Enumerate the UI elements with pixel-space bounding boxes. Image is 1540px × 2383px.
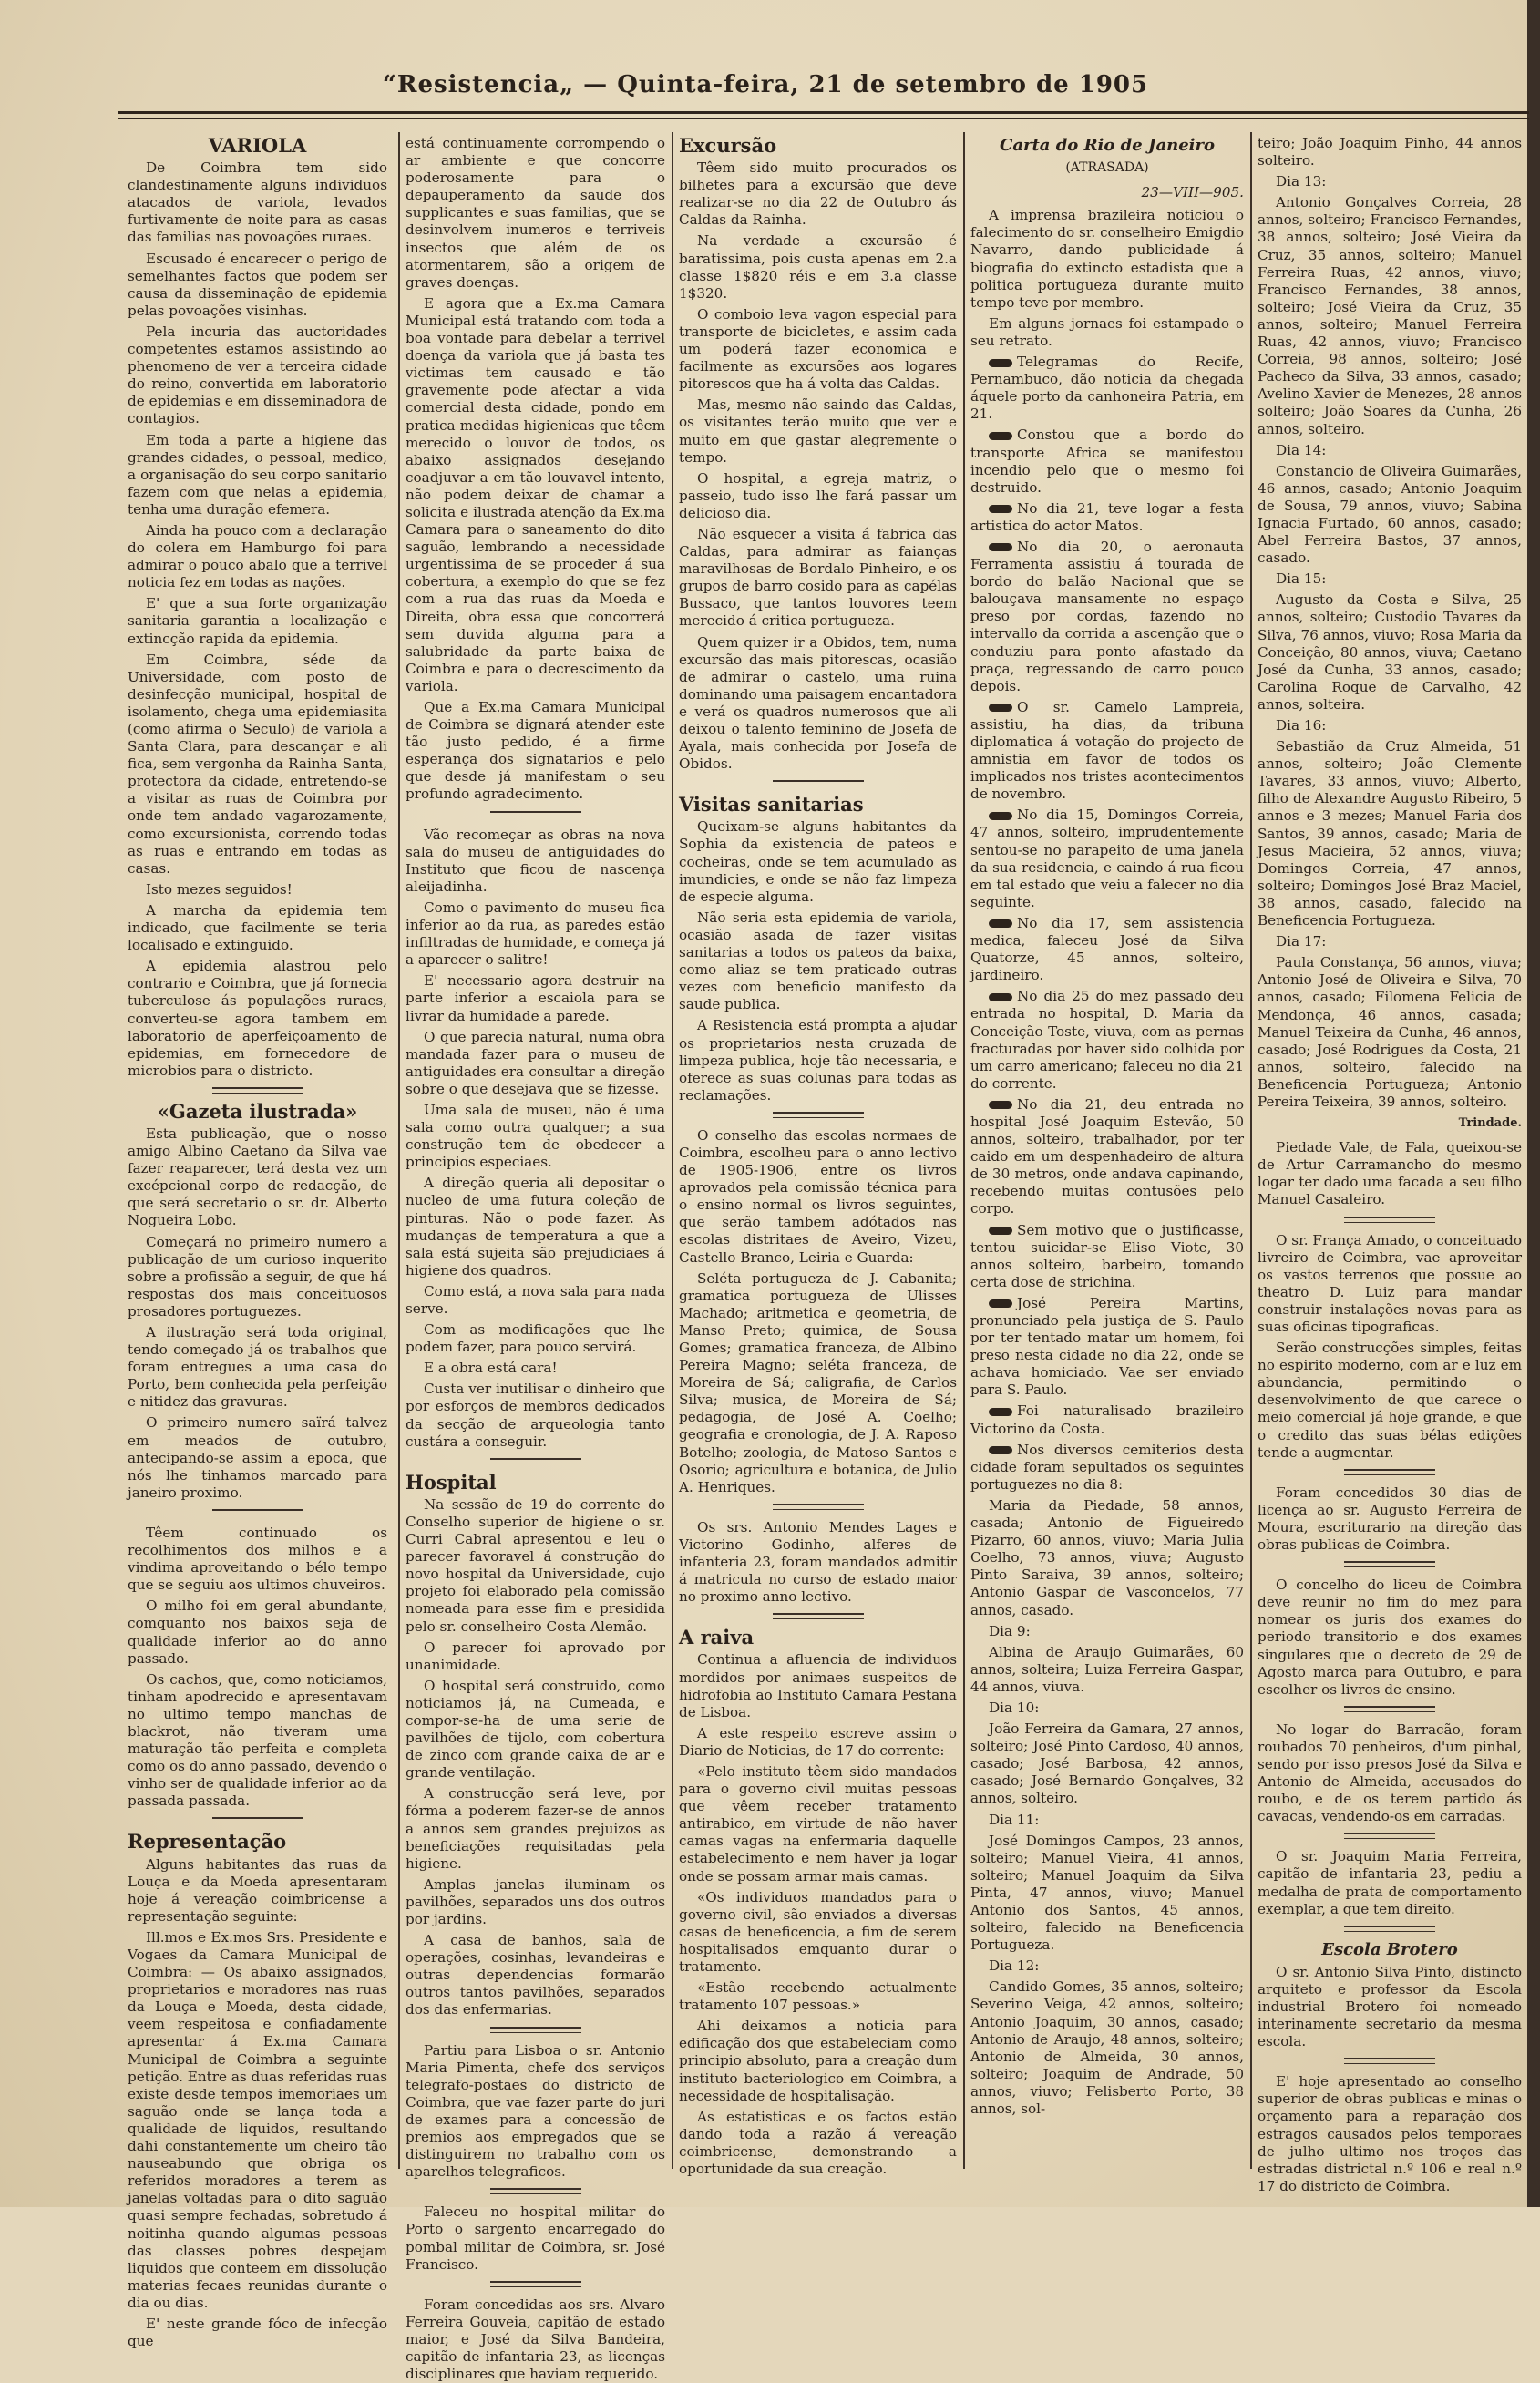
separator — [1344, 1469, 1435, 1475]
separator — [490, 2027, 581, 2033]
note-liceu: O concelho do liceu de Coimbra deve reunir no fim do mez para nomear os juris dos exames do periodo transitorio e dos exames singulares que o decreto de 29 de Agosto marca para Outubro, e para escolher os livros de ensino. — [1258, 1577, 1522, 1698]
bullet-mark — [989, 1446, 1012, 1454]
column-1 — [128, 134, 387, 2350]
column-divider-2 — [672, 132, 673, 2169]
note-licencas: Foram concedidas aos srs. Alvaro Ferreira Gouveia, capitão de estado maior, e José da Silva Bandeira, capitão de infantaria 23, as licenças disciplinares que haviam requerido. — [406, 2296, 665, 2383]
article-title-variola: VARIOLA — [208, 134, 307, 157]
note-franca-amado: O sr. França Amado, o conceituado livreiro de Coimbra, vae aproveitar os vastos terrenos que possue ao theatro D. Luiz para mandar construir instalações novas para as suas oficinas tipograficas. — [1258, 1231, 1522, 1335]
note-barracao: No logar do Barracão, foram roubados 70 penheiros, d'um pinhal, sendo por isso presos José da Silva e Antonio de Almeida, accusados do roubo, e de os terem partido ás cavacas, vendendo-os em carradas. — [1258, 1720, 1522, 1825]
note-licenca: Foram concedidos 30 dias de licença ao sr. Augusto Ferreira de Moura, escriturario na direção das obras publicas de Coimbra. — [1258, 1484, 1522, 1554]
bullet-mark — [989, 432, 1012, 440]
separator — [490, 811, 581, 817]
article-excursao: Têem sido muito procurados os bilhetes para a excursão que deve realizar-se no dia 22 de Outubro ás Caldas da Rainha. Na verdade a excursão é baratissima, pois custa apenas em 2.a classe 1$820 réis e em 3.a classe 1$320. O comboio leva vagon especial para transporte de bicicletes, e assim cada um poderá fazer economica e facilmente as excursões aos logares pitorescos que ha á volta das Caldas. Mas, mesmo não saindo das Caldas, os visitantes terão muito que ver e muito em que gastar alegremente o tempo. O hospital, a egreja matriz, o passeio, tudo isso lhe fará passar um delicioso dia. Não esquecer a visita á fabrica das Caldas, para admirar as faianças maravilhosas de Bordalo Pinheiro, e os grupos de barro cosido para as capélas Bussaco, que tantos louvores teem merecido á critica portugueza. Quem quizer ir a Obidos, tem, numa excursão das mais pitorescas, ocasião de admirar o castelo, uma ruina dominando uma paisagem encantadora e verá os quadros numerosos que ali deixou o talento feminino de Josefa de Ayala, mais conhecida por Josefa de Obidos. — [679, 159, 957, 773]
note-medalha: O sr. Joaquim Maria Ferreira, capitão de infantaria 23, pediu a medalha de prata de comportamento exemplar, a que tem direito. — [1258, 1848, 1522, 1917]
separator — [1344, 1561, 1435, 1567]
note-piedade: Piedade Vale, de Fala, queixou-se de Artur Carramancho do mesmo logar ter dado uma facada a seu filho Manuel Casaleiro. — [1258, 1139, 1522, 1208]
masthead: “Resistencia„ — Quinta-feira, 21 de setembro de 1905 — [382, 71, 1149, 98]
bullet-mark — [989, 1101, 1012, 1109]
bullet-mark — [989, 1299, 1012, 1308]
column-3 — [679, 134, 957, 2178]
separator — [212, 1087, 303, 1094]
separator — [1344, 1217, 1435, 1223]
separator — [773, 780, 864, 786]
column-divider-3 — [963, 132, 965, 2169]
article-title-gazeta: «Gazeta ilustrada» — [157, 1099, 358, 1123]
letter-date: 23—VIII—905. — [1141, 184, 1244, 201]
separator — [490, 2281, 581, 2287]
separator — [773, 1504, 864, 1510]
article-escolas: O conselho das escolas normaes de Coimbra, escolheu para o anno lectivo de 1905-1906, entre os livros aprovados pela comissão técnica para o ensino normal os livros seguintes, que serão tambem adótados nas escolas distritaes de Aveiro, Vizeu, Castello Branco, Leiria e Guarda: Seléta portugueza de J. Cabanita; gramatica portugueza de Ulisses Machado; aritmetica e geometria, de Manso Preto; quimica, de Sousa Gomes; gramatica franceza, de Albino Pereira Magno; seléta franceza, de Moreira de Sá; caligrafia, de Carlos Silva; musica, de Moreira de Sá; pedagogia, de José A. Coelho; geografia e cronologia, de J. A. Raposo Botelho; zoologia, de Matoso Santos e Osorio; agricultura e botanica, de Julio A. Henriques. — [679, 1126, 957, 1495]
masthead-rule-top — [118, 111, 1529, 114]
separator — [212, 1817, 303, 1823]
signature-trindade: Trindade. — [1458, 1116, 1522, 1131]
bullet-mark — [989, 704, 1012, 712]
note-faleceu: Faleceu no hospital militar do Porto o sargento encarregado do pombal militar de Coimbra, sr. José Francisco. — [406, 2203, 665, 2273]
separator — [1344, 2058, 1435, 2064]
bullet-mark — [989, 812, 1012, 820]
bullet-mark — [989, 543, 1012, 551]
article-gazeta: Esta publicação, que o nosso amigo Albino Caetano da Silva vae fazer reaparecer, terá desta vez um excépcional corpo de redacção, de que será secretario o sr. dr. Alberto Nogueira Lobo. Começará no primeiro numero a publicação de um curioso inquerito sobre a profissão a seguir, de que há respostas dos mais conceituosos prosadores portuguezes. A ilustração será toda original, tendo começado já os trabalhos que foram entregues a uma casa do Porto, bem conhecida pela perfeição e nitidez das gravuras. O primeiro numero saïrá talvez em meados de outubro, antecipando-se assim a epoca, que nós lhe tinhamos marcado para janeiro proximo. — [128, 1125, 387, 1501]
bullet-mark — [989, 1408, 1012, 1416]
bullet-mark — [989, 919, 1012, 928]
masthead-rule-bottom — [118, 118, 1529, 119]
separator — [212, 1509, 303, 1515]
separator — [490, 1458, 581, 1464]
separator — [773, 1112, 864, 1118]
note-pimenta: Partiu para Lisboa o sr. Antonio Maria Pimenta, chefe dos serviços telegrafo-postaes do districto de Coimbra, que vae fazer parte do juri de exames para a concessão de premios aos empregados que se distinguirem no trabalho com os aparelhos telegraficos. — [406, 2041, 665, 2181]
separator — [1344, 1833, 1435, 1839]
article-title-brotero: Escola Brotero — [1321, 1939, 1458, 1959]
subtitle-atrasada: (ATRASADA) — [1065, 160, 1149, 176]
article-variola: De Coimbra tem sido clandestinamente alguns individuos atacados de variola, levados furtivamente de noite para as casas das familias nas povoações ruraes. Escusado é encarecer o perigo de semelhantes factos que podem ser causa da disseminação de epidemia pelas povoações visinhas. Pela incuria das auctoridades competentes estamos assistindo ao phenomeno de ver a terceira cidade do reino, convertida em laboratorio de epidemias e em disseminadora de contagios. Em toda a parte a higiene das grandes cidades, o pessoal, medico, a organisação do seu corpo sanitario fazem com que nelas a epidemia, tenha uma duração efemera. Ainda ha pouco com a declaração do colera em Hamburgo foi para admirar o pouco abalo que a terrivel noticia fez em todas as nações. E' que a sua forte organização sanitaria garantia a localização e extincção rapida da epidemia. Em Coimbra, séde da Universidade, com posto de desinfecção municipal, hospital de isolamento, chega uma epidemiasita (como afirma o Seculo) de variola a Santa Clara, para descançar e ali fica, sem vergonha da Rainha Santa, protectora da cidade, entretendo-se a visitar as ruas de Coimbra por onde tem andado vagarozamente, como excursionista, correndo todas as ruas e entrando em todas as casas. Isto mezes seguidos! A marcha da epidemia tem indicado, que facilmente se teria localisado e extinguido. A epidemia alastrou pelo contrario e Coimbra, que já fornecia tuberculose ás populações ruraes, converteu-se agora tambem em laboratorio de aperfeiçoamento de epidemias, em fornecedore de microbios para o districto. — [128, 159, 387, 1079]
article-title-hospital: Hospital — [406, 1470, 497, 1494]
column-5: teiro; João Joaquim Pinho, 44 annos solteiro. Dia 13: Antonio Gonçalves Correia, 28 annos, solteiro; Francisco Fernandes, 38 annos, solteiro; José Vieira da Cruz, 35 annos, solteiro; Manuel Ferreira Ruas, 42 annos, viuvo; Francisco Fernandes, 38 annos, solteiro; José Vieira da Cruz, 35 annos, solteiro; Manuel Ferreira Ruas, 42 annos, viuvo; Francisco Correia, 98 annos, solteiro; José Pacheco da Silva, 33 annos, casado; Avelino Xavier de Menezes, 28 annos solteiro; João Soares da Cunha, 26 annos, solteiro. Dia 14: Constancio de Oliveira Guimarães, 46 annos, casado; Antonio Joaquim de Sousa, 79 annos, viuvo; Sabina Ignacia Furtado, 60 annos, casado; Abel Ferreira Bastos, 37 annos, casado. Dia 15: Augusto da Costa e Silva, 25 annos, solteiro; Custodio Tavares da Silva, 76 annos, viuvo; Rosa Maria da Conceição, 80 annos, viuva; Caetano José da Cunha, 33 annos, casado; Carolina Roque de Carvalho, 42 annos, solteira. Dia 16: Sebastião da Cruz Almeida, 51 annos, solteiro; João Clemente Tavares, 33 annos, viuvo; Alberto, filho de Alexandre Augusto Ribeiro, 5 annos e 3 mezes; Manuel Faria dos Santos, 39 annos, casado; Maria de Jesus Macieira, 52 annos, viuva; Domingos Correia, 47 annos, solteiro; Domingos José Braz Maciel, 38 annos, casado, falecido na Beneficencia Portugueza. Dia 17: Paula Constança, 56 annos, viuva; Antonio José de Oliveira e Silva, 70 annos, casado; Filomena Felicia de Mendonça, 46 annos, casada; Manuel Teixeira da Cunha, 46 annos, casado; José Rodrigues da Costa, 21 annos, solteiro, falecido na Beneficencia Portugueza; Antonio Pereira Teixeira, 39 annos, solteiro. Trindade. Piedade Vale, de Fala, queixou-se de Artur Carramancho do mesmo logar ter dado uma facada a seu filho Manuel Casaleiro. O sr. França Amado, o conceituado livreiro de Coimbra, vae aproveitar os vastos terrenos que possue ao theatro D. Luiz para mandar construir instalações novas para as suas oficinas tipograficas. Serão construcções simples, feitas no espirito moderno, com ar e luz em abundancia, permitindo o desenvolvimento de que carece o meio comercial já hoje grande, e que o credito das suas bélas edições tende a augmentar. Foram concedidos 30 dias de licença ao sr. Augusto Ferreira de Moura, escriturario na direção das obras publicas de Coimbra. O concelho do liceu de Coimbra deve reunir no fim do mez para nomear os juris dos exames do periodo transitorio e dos exames singulares que o decreto de 29 de Agosto marca para Outubro, e para escolher os livros de ensino. No logar do Barracão, foram roubados 70 penheiros, d'um pinhal, sendo por isso presos José da Silva e Antonio de Almeida, accusados do roubo, e de os terem partido ás cavacas, vendendo-os em carradas. O sr. Joaquim Maria Ferreira, capitão de infantaria 23, pediu a medalha de prata de comportamento exemplar, a que tem direito. Escola Brotero O sr. Antonio Silva Pinto, distincto arquiteto e professor da Escola industrial Brotero foi nomeado interinamente secretario da mesma escola. E' hoje apresentado ao conselho superior de obras publicas e minas o orçamento para a reparação dos estragos causados pelos temporaes de julho ultimo nos troços das estradas districtal n.º 106 e real n.º 17 do districto de Coimbra. — [1258, 135, 1522, 2194]
bullet-mark — [989, 1227, 1012, 1235]
separator — [490, 2188, 581, 2194]
separator — [773, 1613, 864, 1619]
bullet-mark — [989, 993, 1012, 1001]
article-title-raiva: A raiva — [679, 1626, 755, 1649]
column-divider-4 — [1250, 132, 1252, 2169]
article-carta-rio-continued: teiro; João Joaquim Pinho, 44 annos solteiro. Dia 13: Antonio Gonçalves Correia, 28 annos, solteiro; Francisco Fernandes, 38 annos, solteiro; José Vieira da Cruz, 35 annos, solteiro; Manuel Ferreira Ruas, 42 annos, viuvo; Francisco Fernandes, 38 annos, solteiro; José Vieira da Cruz, 35 annos, solteiro; Manuel Ferreira Ruas, 42 annos, viuvo; Francisco Correia, 98 annos, solteiro; José Pacheco da Silva, 33 annos, casado; Avelino Xavier de Menezes, 28 annos solteiro; João Soares da Cunha, 26 annos, solteiro. Dia 14: Constancio de Oliveira Guimarães, 46 annos, casado; Antonio Joaquim de Sousa, 79 annos, viuvo; Sabina Ignacia Furtado, 60 annos, casado; Abel Ferreira Bastos, 37 annos, casado. Dia 15: Augusto da Costa e Silva, 25 annos, solteiro; Custodio Tavares da Silva, 76 annos, viuvo; Rosa Maria da Conceição, 80 annos, viuva; Caetano José da Cunha, 33 annos, casado; Carolina Roque de Carvalho, 42 annos, solteira. Dia 16: Sebastião da Cruz Almeida, 51 annos, solteiro; João Clemente Tavares, 33 annos, viuvo; Alberto, filho de Alexandre Augusto Ribeiro, 5 annos e 3 mezes; Manuel Faria dos Santos, 39 annos, casado; Maria de Jesus Macieira, 52 annos, viuva; Domingos Correia, 47 annos, solteiro; Domingos José Braz Maciel, 38 annos, casado, falecido na Beneficencia Portugueza. Dia 17: Paula Constança, 56 annos, viuva; Antonio José de Oliveira e Silva, 70 annos, casado; Filomena Felicia de Mendonça, 46 annos, casada; Manuel Teixeira da Cunha, 46 annos, casado; José Rodrigues da Costa, 21 annos, solteiro, falecido na Beneficencia Portugueza; Antonio Pereira Teixeira, 39 annos, solteiro. — [1258, 135, 1522, 1110]
dark-page-edge — [1527, 0, 1540, 2207]
note-construccoes: Serão construcções simples, feitas no espirito moderno, com ar e luz em abundancia, permitindo o desenvolvimento de que carece o meio comercial já hoje grande, e que o credito das suas bélas edições tende a augmentar. — [1258, 1340, 1522, 1461]
bullet-mark — [989, 359, 1012, 367]
article-raiva: Continua a afluencia de individuos mordidos por animaes suspeitos de hidrofobia ao Instituto Camara Pestana de Lisboa. A este respeito escreve assim o Diario de Noticias, de 17 do corrente: «Pelo instituto têem sido mandados para o governo civil muitas pessoas que vêem receber tratamento antirabico, em virtude de não haver camas vagas na enfermaria daquelle estabelecimento e nem haver ja logar onde se possam armar mais camas. «Os individuos mandados para o governo civil, são enviados a diversas casas de beneficencia, a fim de serem hospitalisados emquanto durar o tratamento. «Estão recebendo actualmente tratamento 107 pessoas.» Ahi deixamos a noticia para edificação dos que estabeleciam como principio absoluto, para a creação dum instituto bacteriologico em Coimbra, a necessidade de hospitalisação. As estatisticas e os factos estão dando toda a razão á vereação coimbricense, demonstrando a oportunidade da sua creação. — [679, 1651, 957, 2178]
article-title-representacao: Representação — [128, 1830, 287, 1854]
separator — [1344, 1706, 1435, 1712]
article-carta-rio: A imprensa brazileira noticiou o falecimento do sr. conselheiro Emigdio Navarro, dando publicidade á biografia do extincto estadista que a politica portugueza durante muito tempo teve por membro. Em alguns jornaes foi estampado o seu retrato. Telegramas do Recife, Pernambuco, dão noticia da chegada áquele porto da canhoneira Patria, em 21. Constou que a bordo do transporte Africa se manifestou incendio pelo que o mesmo foi destruido. No dia 21, teve logar a festa artistica do actor Matos. No dia 20, o aeronauta Ferramenta assistiu á tourada de bordo do balão Nacional que se balouçava mansamente no espaço preso por cordas, fazendo no intervallo da corrida a ascenção que o conduziu para ponto afastado da praça, regressando de carro pouco depois. O sr. Camelo Lampreia, assistiu, ha dias, da tribuna diplomatica á votação do projecto de amnistia em favor de todos os implicados nos tristes acontecimentos de novembro. No dia 15, Domingos Correia, 47 annos, solteiro, imprudentemente sentou-se no parapeito de uma janela da sua residencia, e caindo á rua ficou em tal estado que veiu a falecer no dia seguinte. No dia 17, sem assistencia medica, faleceu José da Silva Quatorze, 45 annos, solteiro, jardineiro. No dia 25 do mez passado deu entrada no hospital, D. Maria da Conceição Toste, viuva, com as pernas fracturadas por haver sido colhida por um carro americano; faleceu no dia 21 do corrente. No dia 21, deu entrada no hospital José Joaquim Estevão, 50 annos, solteiro, trabalhador, por ter caido em um despenhadeiro de altura de 30 metros, onde andava capinando, recebendo muitas contusões pelo corpo. Sem motivo que o justificasse, tentou suicidar-se Eliso Viote, 30 annos solteiro, barbeiro, tomando certa dose de strichina. José Pereira Martins, pronunciado pela justiça de S. Paulo por ter tentado matar um homem, foi preso nesta cidade no dia 22, onde se achava homiciado. Vae ser enviado para S. Paulo. Foi naturalisado brazileiro Victorino da Costa. Nos diversos cemiterios desta cidade foram sepultados os seguintes portuguezes no dia 8: Maria da Piedade, 58 annos, casada; Antonio de Figueiredo Pizarro, 60 annos, viuvo; Maria Julia Coelho, 73 annos, viuva; Augusto Pinto Saraiva, 39 annos, solteiro; Antonio Gaspar de Vasconcelos, 77 annos, casado. Dia 9: Albina de Araujo Guimarães, 60 annos, solteira; Luiza Ferreira Gaspar, 44 annos, viuva. Dia 10: João Ferreira da Gamara, 27 annos, solteiro; José Pinto Cardoso, 40 annos, casado; José Barbosa, 42 annos, casado; José Bernardo Gonçalves, 32 annos, solteiro. Dia 11: José Domingos Campos, 23 annos, solteiro; Manuel Vieira, 41 annos, solteiro; Manuel Joaquim da Silva Pinta, 47 annos, viuvo; Manuel Antonio dos Santos, 45 annos, solteiro, falecido na Beneficencia Portugueza. Dia 12: Candido Gomes, 35 annos, solteiro; Severino Veiga, 42 annos, solteiro; Antonio Joaquim, 30 annos, casado; Antonio de Araujo, 48 annos, solteiro; Antonio de Almeida, 30 annos, solteiro; Joaquim de Andrade, 50 annos, viuvo; Felisberto Porto, 38 annos, sol- — [970, 207, 1244, 2118]
article-title-excursao: Excursão — [679, 134, 777, 157]
bullet-mark — [989, 505, 1012, 513]
separator — [1344, 1926, 1435, 1932]
article-visitas: Queixam-se alguns habitantes da Sophia da existencia de pateos e cocheiras, onde se tem acumulado as imundicies, e onde se não faz limpeza de especie alguma. Não seria esta epidemia de variola, ocasião asada de fazer visitas sanitarias a todos os pateos da baixa, como aliaz se tem praticado outras vezes com beneficio manifesto da saude publica. A Resistencia está prompta a ajudar os proprietarios nesta cruzada de limpeza publica, hoje tão necessaria, e oferece as suas colunas para todas as reclamações. — [679, 818, 957, 1104]
article-representacao: Alguns habitantes das ruas da Louça e da Moeda apresentaram hoje á vereação coimbricense a representação seguinte: Ill.mos e Ex.mos Srs. Presidente e Vogaes da Camara Municipal de Coimbra: — Os abaixo assignados, proprietarios e moradores nas ruas da Louça e Moeda, desta cidade, veem respeitosa e confiadamente apresentar á Ex.ma Camara Municipal de Coimbra a seguinte petição. Entre as duas referidas ruas existe desde tempos imemoriaes um saguão onde se lança toda a qualidade de liquidos, resultando dahi constantemente um cheiro tão nauseabundo que obriga os referidos moradores a terem as janelas voltadas para o dito saguão quasi sempre fechadas, sobretudo á noitinha quando algumas pessoas das classes pobres despejam liquidos que conteem em dissolução materias fecaes reunidas durante o dia ou dias. E' neste grande fóco de infecção que — [128, 1855, 387, 2350]
article-museu: Vão recomeçar as obras na nova sala do museu de antiguidades do Instituto que ficou de nascença aleijadinha. Como o pavimento do museu fica inferior ao da rua, as paredes estão infiltradas de humidade, e começa já a aparecer o salitre! E' necessario agora destruir na parte inferior a escaiola para se livrar da humidade a parede. O que parecia natural, numa obra mandada fazer para o museu de antiguidades era consultar a direção sobre o que desejava que se fizesse. Uma sala de museu, não é uma sala como outra qualquer; a sua construção tem de obedecer a principios especiaes. A direção queria ali depositar o nucleo de uma futura coleção de pinturas. Não o pode fazer. As mudanças de temperatura a que a sala está sujeita são prejudiciaes á higiene dos quadros. Como está, a nova sala para nada serve. Com as modificações que lhe podem fazer, para pouco servirá. E a obra está cara! Custa ver inutilisar o dinheiro que por esforços de membros dedicados da secção de arqueologia tanto custára a conseguir. — [406, 826, 665, 1450]
article-title-visitas: Visitas sanitarias — [679, 793, 864, 817]
note-alferes: Os srs. Antonio Mendes Lages e Victorino Godinho, alferes de infanteria 23, foram mandados admitir á matricula no curso de estado maior no proximo anno lectivo. — [679, 1518, 957, 1606]
article-hospital: Na sessão de 19 do corrente do Conselho superior de higiene o sr. Curri Cabral apresentou e leu o parecer favoravel á construção do novo hospital da Universidade, cujo projeto foi elaborado pela comissão nomeada para esse fim e presidida pelo sr. conselheiro Costa Alemão. O parecer foi aprovado por unanimidade. O hospital será construido, como noticiamos já, na Cumeada, e compor-se-ha de uma serie de pavilhões de tijolo, com cobertura de zinco com grande caixa de ar e grande ventilação. A construcção será leve, por fórma a poderem fazer-se de annos a annos sem grandes prejuizos as beneficiações requisitadas pela higiene. Amplas janelas iluminam os pavilhões, separados uns dos outros por jardins. A casa de banhos, sala de operações, cosinhas, levandeiras e outras dependencias formarão outros tantos pavilhões, separados dos das enfermarias. — [406, 1495, 665, 2018]
column-4 — [970, 135, 1244, 2167]
column-divider-1 — [398, 132, 400, 2169]
article-title-carta-rio: Carta do Rio de Janeiro — [1000, 136, 1215, 155]
article-representacao-continued: está continuamente corrompendo o ar ambiente e que concorre poderosamente para o depauperamento da saude dos supplicantes e suas familias, que se desinvolvem inumeros e terriveis insectos que além de os atormentarem, são a origem de graves doenças. E agora que a Ex.ma Camara Municipal está tratando com toda a boa vontade para debelar a terrivel doença da variola que já basta tes victimas tem causado e tão gravemente pode afectar a vida comercial desta cidade, pondo em pratica medidas higienicas que têem merecido o louvor de todos, os abaixo assignados desejando coadjuvar a em tão louvavel intento, não podem deixar de chamar a solicita e ilustrada atenção da Ex.ma Camara para o saneamento do dito saguão, lembrando a necessidade urgentissima de se proceder á sua cobertura, a exemplo do que se fez com a rua das ruas da Moeda e Direita, obra essa que concorrerá sem duvida alguma para a salubridade da parte baixa de Coimbra e para o decrescimento da variola. Que a Ex.ma Camara Municipal de Coimbra se dignará atender este tão justo pedido, é a firme esperança dos signatarios e pelo que desde já manifestam o seu profundo agradecimento. — [406, 135, 665, 803]
column-2 — [406, 135, 665, 2383]
article-agriculture: Têem continuado os recolhimentos dos milhos e a vindima aproveitando o bélo tempo que se seguiu aos ultimos chuveiros. O milho foi em geral abundante, comquanto nos baixos seja de qualidade inferior ao do anno passado. Os cachos, que, como noticiamos, tinham apodrecido e apresentavam no ultimo tempo manchas de blackrot, não tiveram uma maturação tão perfeita e completa como os do anno passado, devendo o vinho ser de qualidade inferior ao da passada passada. — [128, 1524, 387, 1810]
